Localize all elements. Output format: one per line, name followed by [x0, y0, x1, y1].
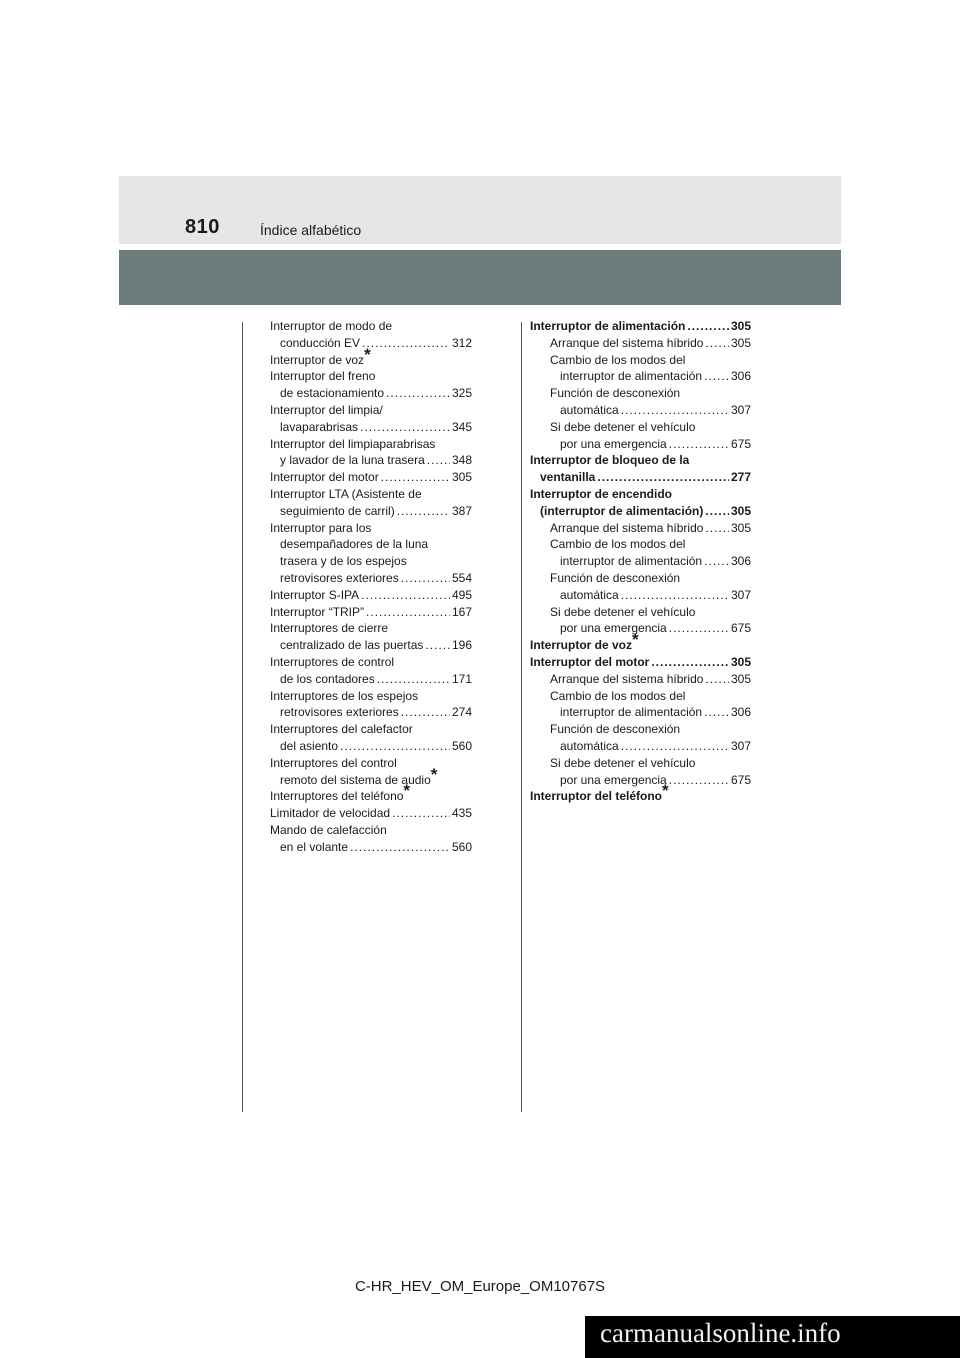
dot-leader [669, 620, 729, 637]
index-line [530, 587, 751, 604]
index-line [270, 738, 472, 755]
page-reference: 348 [451, 453, 472, 468]
index-line [270, 620, 472, 637]
dot-leader [705, 503, 729, 520]
dot-leader [401, 704, 450, 721]
index-term: por una emergencia [560, 772, 667, 787]
index-line: Interruptor de voz * [530, 630, 639, 653]
index-entry [530, 486, 751, 520]
index-term: Interruptor para los [270, 520, 372, 535]
index-line [270, 637, 472, 654]
index-term: Interruptores de control [270, 654, 395, 669]
index-term: desempañadores de la luna [280, 537, 429, 552]
dot-leader [381, 469, 450, 486]
index-line [530, 385, 751, 402]
page-reference: 675 [730, 772, 751, 787]
page-reference: 305 [730, 319, 751, 333]
index-entry [270, 469, 472, 486]
index-line [530, 553, 751, 570]
index-entry [530, 630, 751, 654]
index-line [270, 335, 472, 352]
index-entry [530, 352, 751, 386]
index-line [270, 671, 472, 688]
index-term: Interruptor del teléfono [530, 789, 662, 804]
index-line [270, 553, 472, 570]
page-reference: 307 [730, 402, 751, 417]
index-line [270, 436, 472, 453]
index-entry [270, 318, 472, 352]
dot-leader [361, 587, 450, 604]
index-entry [530, 335, 751, 352]
header-band [119, 176, 841, 244]
index-entry [530, 385, 751, 419]
index-term: automática [560, 402, 619, 417]
index-line [270, 587, 472, 604]
index-term: Interruptor “TRIP” [270, 604, 365, 619]
index-entry [530, 671, 751, 688]
center-column-rule [521, 322, 522, 1112]
index-entry [270, 486, 472, 520]
index-line [530, 352, 751, 369]
index-line [270, 721, 472, 738]
index-entry [530, 318, 751, 335]
index-term: Interruptor del freno [270, 369, 376, 384]
index-term: trasera y de los espejos [280, 554, 407, 569]
index-column-left [270, 318, 472, 856]
index-term: por una emergencia [560, 436, 667, 451]
index-term: Arranque del sistema híbrido [550, 335, 704, 350]
index-line [530, 368, 751, 385]
index-line [270, 469, 472, 486]
index-line [270, 419, 472, 436]
dot-leader [621, 402, 729, 419]
index-term: del asiento [280, 738, 339, 753]
dot-leader [705, 671, 729, 688]
index-line [530, 654, 751, 671]
index-term: interruptor de alimentación [560, 705, 703, 720]
index-line [530, 335, 751, 352]
index-term: de estacionamiento [280, 386, 385, 401]
page-reference: 306 [730, 369, 751, 384]
index-term: automática [560, 587, 619, 602]
index-term: de los contadores [280, 671, 375, 686]
index-term: Interruptor de modo de [270, 319, 393, 333]
dot-leader [687, 318, 729, 335]
index-entry [270, 755, 472, 789]
index-line [270, 385, 472, 402]
index-line [270, 402, 472, 419]
index-line [530, 503, 751, 520]
index-entry [270, 620, 472, 654]
index-entry [530, 419, 751, 453]
header-dark-band [119, 250, 841, 305]
page-reference: 325 [451, 386, 472, 401]
dot-leader [427, 452, 450, 469]
index-term: Si debe detener el vehículo [550, 604, 696, 619]
dot-leader [350, 839, 450, 856]
index-line [270, 486, 472, 503]
index-line [530, 520, 751, 537]
index-line [270, 368, 472, 385]
index-term: lavaparabrisas [280, 419, 359, 434]
index-line: remoto del sistema de audio * [280, 764, 438, 787]
index-term: Interruptor de voz [270, 352, 365, 367]
page-reference: 560 [451, 738, 472, 753]
page-reference: 305 [451, 470, 472, 485]
index-line [270, 536, 472, 553]
index-term: retrovisores exteriores [280, 705, 399, 720]
dot-leader [360, 419, 450, 436]
index-entry [270, 721, 472, 755]
index-line [270, 604, 472, 621]
dot-leader [704, 553, 729, 570]
index-entry [270, 781, 472, 805]
page-reference: 305 [730, 654, 751, 669]
index-column-right [530, 318, 751, 805]
index-entry [270, 688, 472, 722]
index-term: Interruptores del control [270, 755, 397, 770]
index-term: seguimiento de carril) [280, 503, 395, 518]
dot-leader [704, 368, 729, 385]
index-term: Interruptor LTA (Asistente de [270, 486, 422, 501]
dot-leader [425, 637, 450, 654]
page-reference: 305 [730, 335, 751, 350]
index-line [530, 688, 751, 705]
page-reference: 306 [730, 705, 751, 720]
index-term: Interruptor de voz [530, 638, 633, 653]
index-line [530, 704, 751, 721]
index-entry [270, 436, 472, 470]
index-line [530, 671, 751, 688]
index-term: retrovisores exteriores [280, 570, 399, 585]
page-reference: 307 [730, 738, 751, 753]
index-term: Arranque del sistema híbrido [550, 520, 704, 535]
index-line [530, 620, 751, 637]
index-entry [270, 805, 472, 822]
dot-leader [621, 587, 729, 604]
index-line [270, 755, 472, 772]
document-code: C-HR_HEV_OM_Europe_OM10767S [354, 1278, 606, 1295]
index-term: Mando de calefacción [270, 822, 387, 837]
index-term: Limitador de velocidad [270, 806, 391, 821]
page-reference: 554 [451, 570, 472, 585]
index-line [270, 839, 472, 856]
index-entry [270, 520, 472, 587]
index-line [270, 520, 472, 537]
index-entry [270, 402, 472, 436]
index-entry [530, 536, 751, 570]
page-reference: 305 [730, 503, 751, 518]
index-term: Función de desconexión [550, 570, 681, 585]
watermark: carmanualsonline.info [600, 1318, 841, 1348]
dot-leader [669, 436, 729, 453]
index-entry [530, 520, 751, 537]
page-reference: 345 [451, 419, 472, 434]
index-entry [530, 755, 751, 789]
index-term: y lavador de la luna trasera [280, 453, 425, 468]
dot-leader [377, 671, 450, 688]
page-reference: 306 [730, 554, 751, 569]
dot-leader [669, 772, 729, 789]
index-term: Interruptor de alimentación [530, 319, 686, 333]
dot-leader [392, 805, 450, 822]
index-term: Cambio de los modos del [550, 352, 686, 367]
index-term: Interruptores del calefactor [270, 722, 413, 737]
dot-leader [397, 503, 450, 520]
index-line [530, 452, 751, 469]
dot-leader [386, 385, 450, 402]
index-entry [270, 344, 472, 369]
index-line [530, 318, 751, 335]
index-term: Cambio de los modos del [550, 537, 686, 552]
index-term: Función de desconexión [550, 722, 681, 737]
index-term: Si debe detener el vehículo [550, 755, 696, 770]
dot-leader [705, 335, 729, 352]
section-title: Índice alfabético [260, 222, 362, 238]
index-term: Si debe detener el vehículo [550, 419, 696, 434]
page-reference: 305 [730, 671, 751, 686]
index-term: Interruptor del limpiaparabrisas [270, 436, 436, 451]
dot-leader [651, 654, 729, 671]
index-term: Arranque del sistema híbrido [550, 671, 704, 686]
index-line [530, 469, 751, 486]
index-line [530, 772, 751, 789]
page-reference: 167 [451, 604, 472, 619]
index-line [530, 419, 751, 436]
index-line [530, 486, 751, 503]
index-term: interruptor de alimentación [560, 554, 703, 569]
index-term: centralizado de las puertas [280, 638, 424, 653]
index-term: Interruptores de los espejos [270, 688, 419, 703]
index-line [530, 570, 751, 587]
page-reference: 277 [730, 470, 751, 485]
dot-leader [366, 604, 450, 621]
index-line [530, 738, 751, 755]
index-line [270, 570, 472, 587]
index-term: Interruptor del motor [530, 654, 650, 669]
index-entry [270, 368, 472, 402]
index-term: automática [560, 738, 619, 753]
page-reference: 171 [451, 671, 472, 686]
index-entry [270, 587, 472, 604]
page-reference: 312 [451, 335, 472, 350]
index-line [270, 452, 472, 469]
index-line: Interruptores del teléfono * [270, 781, 411, 804]
page-reference: 495 [451, 587, 472, 602]
dot-leader [401, 570, 450, 587]
index-entry [270, 604, 472, 621]
index-term: en el volante [280, 839, 349, 854]
dot-leader [621, 738, 729, 755]
index-term: Función de desconexión [550, 386, 681, 401]
index-line [270, 704, 472, 721]
index-line [530, 402, 751, 419]
index-entry [530, 604, 751, 638]
index-line: Interruptor de voz * [270, 344, 371, 367]
dot-leader [340, 738, 450, 755]
page-reference: 274 [451, 705, 472, 720]
index-entry [530, 781, 751, 805]
index-entry [270, 654, 472, 688]
index-term: Cambio de los modos del [550, 688, 686, 703]
index-term: Interruptores de cierre [270, 621, 389, 636]
index-entry [530, 654, 751, 671]
page-reference: 305 [730, 520, 751, 535]
index-entry [530, 688, 751, 722]
page-reference: 560 [451, 839, 472, 854]
page-reference: 307 [730, 587, 751, 602]
left-column-rule [242, 322, 243, 1112]
dot-leader [705, 520, 729, 537]
index-term: Interruptor del motor [270, 470, 379, 485]
index-term: interruptor de alimentación [560, 369, 703, 384]
dot-leader [597, 469, 729, 486]
page-reference: 387 [451, 503, 472, 518]
index-line [270, 688, 472, 705]
index-term: Interruptor de encendido [530, 486, 673, 501]
index-line [530, 604, 751, 621]
index-entry [270, 822, 472, 856]
index-line [530, 755, 751, 772]
index-term: Interruptor del limpia/ [270, 402, 383, 417]
index-term: Interruptor S-IPA [270, 587, 360, 602]
index-term: por una emergencia [560, 621, 667, 636]
dot-leader [362, 335, 450, 352]
index-term: ventanilla [540, 470, 596, 485]
index-line [530, 536, 751, 553]
index-entry [530, 452, 751, 486]
index-entry [530, 721, 751, 755]
page-reference: 675 [730, 436, 751, 451]
index-line [270, 805, 472, 822]
index-entry [530, 570, 751, 604]
page-number: 810 [185, 216, 220, 238]
index-line [270, 654, 472, 671]
page-reference: 196 [451, 638, 472, 653]
index-line [530, 436, 751, 453]
dot-leader [704, 704, 729, 721]
index-line [270, 503, 472, 520]
index-line [530, 721, 751, 738]
index-term: Interruptores del teléfono [270, 789, 404, 804]
index-line: Interruptor del teléfono * [530, 781, 669, 804]
index-term: Interruptor de bloqueo de la [530, 453, 690, 468]
index-term: remoto del sistema de audio [280, 772, 431, 787]
index-term: (interruptor de alimentación) [540, 503, 704, 518]
index-line [270, 822, 472, 839]
page-reference: 435 [451, 806, 472, 821]
page-reference: 675 [730, 621, 751, 636]
index-line [270, 318, 472, 335]
index-term: conducción EV [280, 335, 361, 350]
